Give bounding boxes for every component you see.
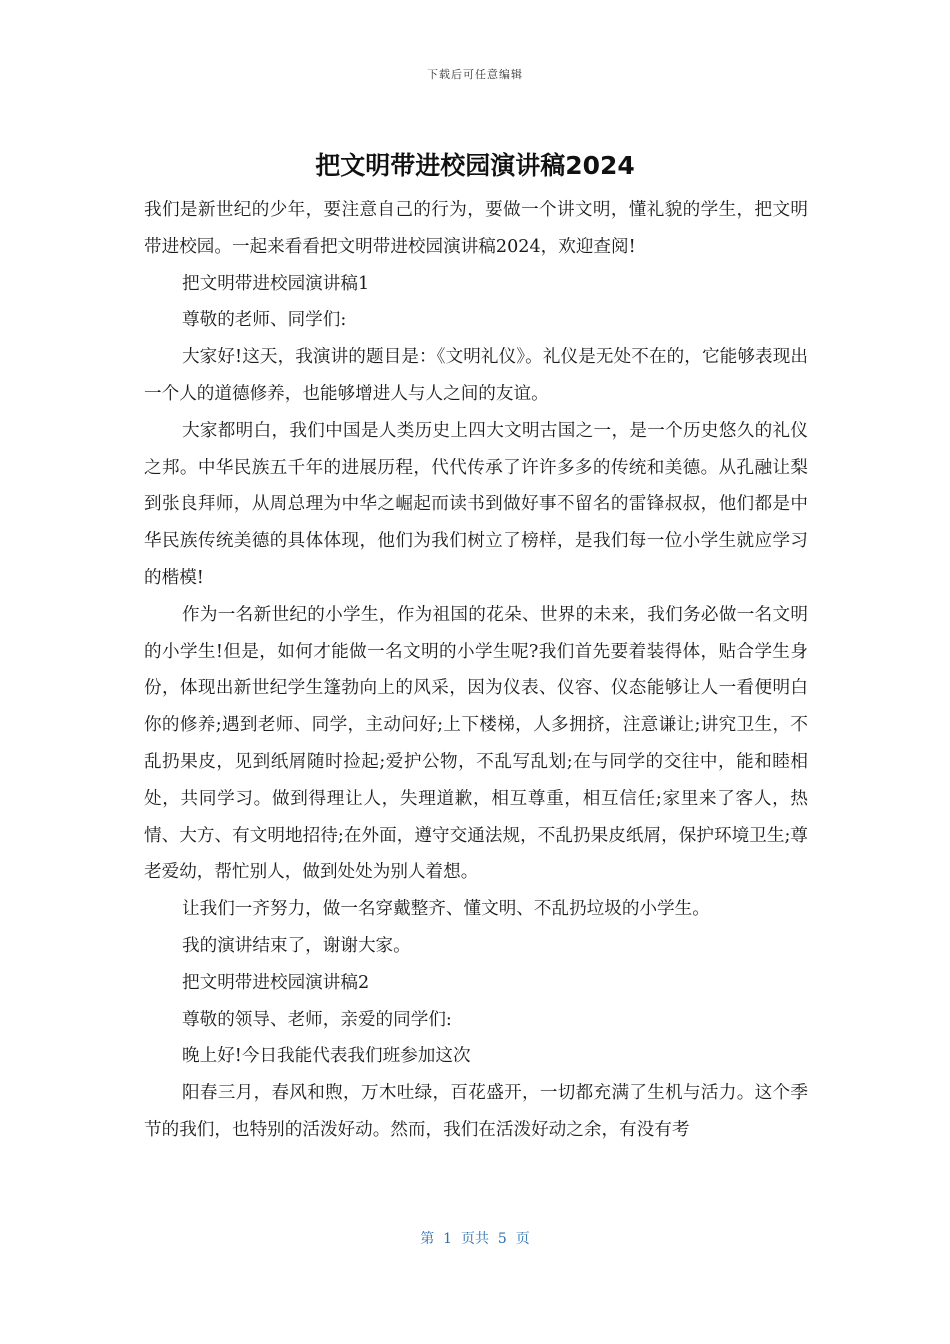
paragraph: 让我们一齐努力，做一名穿戴整齐、懂文明、不乱扔垃圾的小学生。 — [182, 899, 710, 920]
paragraph: 作为一名新世纪的小学生，作为祖国的花朵、世界的未来，我们务必做一名文明的小学生!但是，如何才能做一名文明的小学生呢?我们首先要着装得体，贴合学生身份，体现出新世纪学生篷勃向上的风采，因为仪表、仪容、仪态能够让人一看便明白你的修养;遇到老师、同学，主动问好;上下楼梯，人多拥挤，注意谦让;讲究卫生，不乱扔果皮，见到纸屑随时捡起;爱护公物，不乱写乱划;在与同学的交往中，能和睦相处，共同学习。做到得理让人，失理道歉，相互尊重，相互信任;家里来了客人，热情、大方、有文明地招待;在外面，遵守交通法规，不乱扔果皮纸屑，保护环境卫生;尊老爱幼，帮忙别人，做到处处为别人着想。 — [144, 604, 808, 883]
speech-2-heading: 把文明带进校园演讲稿2 — [182, 972, 370, 993]
paragraph: 尊敬的老师、同学们: — [182, 310, 347, 331]
paragraph: 阳春三月，春风和煦，万木吐绿，百花盛开，一切都充满了生机与活力。这个季节的我们，也特别的活泼好动。然而，我们在活泼好动之余，有没有考 — [144, 1083, 808, 1140]
document-title: 把文明带进校园演讲稿2024 — [315, 151, 635, 180]
paragraph: 我的演讲结束了，谢谢大家。 — [182, 935, 411, 956]
paragraph: 晚上好!今日我能代表我们班参加这次 — [182, 1046, 471, 1067]
paragraph: 大家好!这天，我演讲的题目是：《文明礼仪》。礼仪是无处不在的，它能够表现出一个人的道德修养，也能够增进人与人之间的友谊。 — [144, 347, 808, 404]
header-note: 下载后可任意编辑 — [427, 68, 523, 81]
paragraph: 尊敬的领导、老师，亲爱的同学们: — [182, 1009, 452, 1030]
paragraph: 大家都明白，我们中国是人类历史上四大文明古国之一，是一个历史悠久的礼仪之邦。中华民族五千年的进展历程，代代传承了许许多多的传统和美德。从孔融让梨到张良拜师，从周总理为中华之崛起而读书到做好事不留名的雷锋叔叔，他们都是中华民族传统美德的具体体现，他们为我们树立了榜样，是我们每一位小学生就应学习的楷模! — [144, 420, 808, 588]
paragraph-intro: 我们是新世纪的少年，要注意自己的行为，要做一个讲文明，懂礼貌的学生，把文明带进校园。一起来看看把文明带进校园演讲稿2024，欢迎查阅! — [144, 200, 808, 257]
page-footer: 第 1 页共 5 页 — [420, 1231, 530, 1247]
document-body — [144, 192, 808, 1149]
speech-1-heading: 把文明带进校园演讲稿1 — [182, 273, 370, 294]
